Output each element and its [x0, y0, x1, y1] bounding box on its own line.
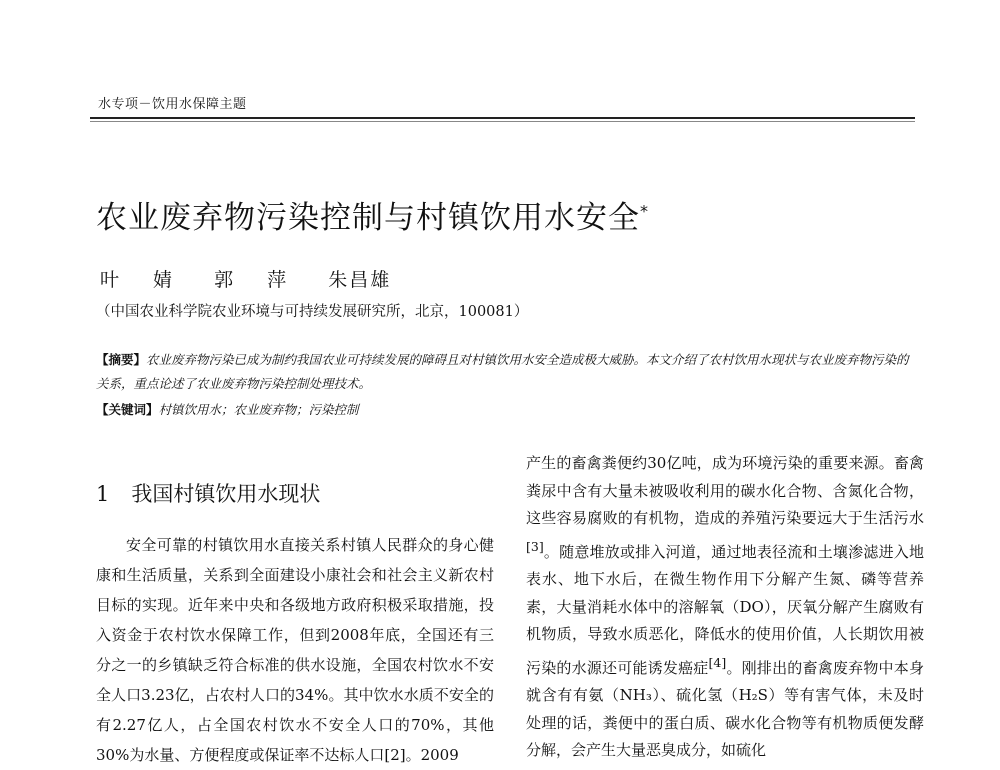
article-title-text: 农业废弃物污染控制与村镇饮用水安全 — [96, 200, 640, 236]
citation[interactable]: [3] — [526, 538, 544, 554]
affiliation: （中国农业科学院农业环境与可持续发展研究所，北京，100081） — [96, 304, 529, 320]
author: 郭 萍 — [214, 269, 301, 291]
author-list — [100, 265, 413, 292]
author: 叶 婧 — [100, 269, 187, 291]
running-header: 水专项－饮用水保障主题 — [98, 97, 247, 112]
body-text: 。随意堆放或排入河道，通过地表径流和土壤渗滤进入地表水、地下水后，在微生物作用下分解产生氮、磷等营养素，大量消耗水体中的溶解氧（DO），厌氧分解产生腐败有机物质，导致水质恶化，降低水的使用价值，人长期饮用被污染的水源还可能诱发癌症 — [526, 542, 924, 677]
body-text: 。刚排出的畜禽废弃物中本身就含有有氨（NH₃）、硫化氢（H₂S）等有害气体，未及时处理的话，粪便中的蛋白质、碳水化合物等有机物质便发酵分解，会产生大量恶臭成分，如硫化 — [526, 658, 924, 759]
author: 朱昌雄 — [328, 269, 392, 291]
body-paragraph — [526, 450, 924, 765]
abstract-text: 农业废弃物污染已成为制约我国农业可持续发展的障碍且对村镇饮用水安全造成极大威胁。本文介绍了农村饮用水现状与农业废弃物污染的关系，重点论述了农业废弃物污染控制处理技术。 — [96, 352, 909, 391]
article-title — [96, 192, 649, 237]
citation[interactable]: [4] — [708, 654, 727, 670]
keywords-text: 村镇饮用水；农业废弃物；污染控制 — [158, 402, 359, 417]
section-heading — [96, 478, 320, 508]
section-number: 1 — [96, 482, 110, 506]
keywords-label: 【关键词】 — [96, 402, 159, 417]
body-paragraph: 安全可靠的村镇饮用水直接关系村镇人民群众的身心健康和生活质量，关系到全面建设小康社会和社会主义新农村目标的实现。近年来中央和各级地方政府积极采取措施，投入资金于农村饮水保障工作，但到2008年底，全国还有三分之一的乡镇缺乏符合标准的供水设施，全国农村饮水不安全人口3.23亿，占农村人口的34%。其中饮水水质不安全的有2.27亿人，占全国农村饮水不安全人口的70%，其他30%为水量、方便程度或保证率不达标人口[2]。2009 — [96, 536, 494, 764]
left-column — [96, 530, 494, 770]
abstract-label: 【摘要】 — [96, 352, 147, 367]
header-rule-thin — [90, 121, 915, 122]
header-rule — [90, 117, 915, 119]
section-title: 我国村镇饮用水现状 — [131, 482, 321, 506]
keywords — [96, 400, 916, 418]
body-text: 产生的畜禽粪便约30亿吨，成为环境污染的重要来源。畜禽粪尿中含有大量未被吸收利用的碳水化合物、含氮化合物，这些容易腐败的有机物，造成的养殖污染要远大于生活污水 — [526, 454, 924, 527]
abstract — [96, 348, 916, 396]
right-column — [526, 450, 924, 765]
title-footnote-mark: * — [640, 201, 649, 221]
